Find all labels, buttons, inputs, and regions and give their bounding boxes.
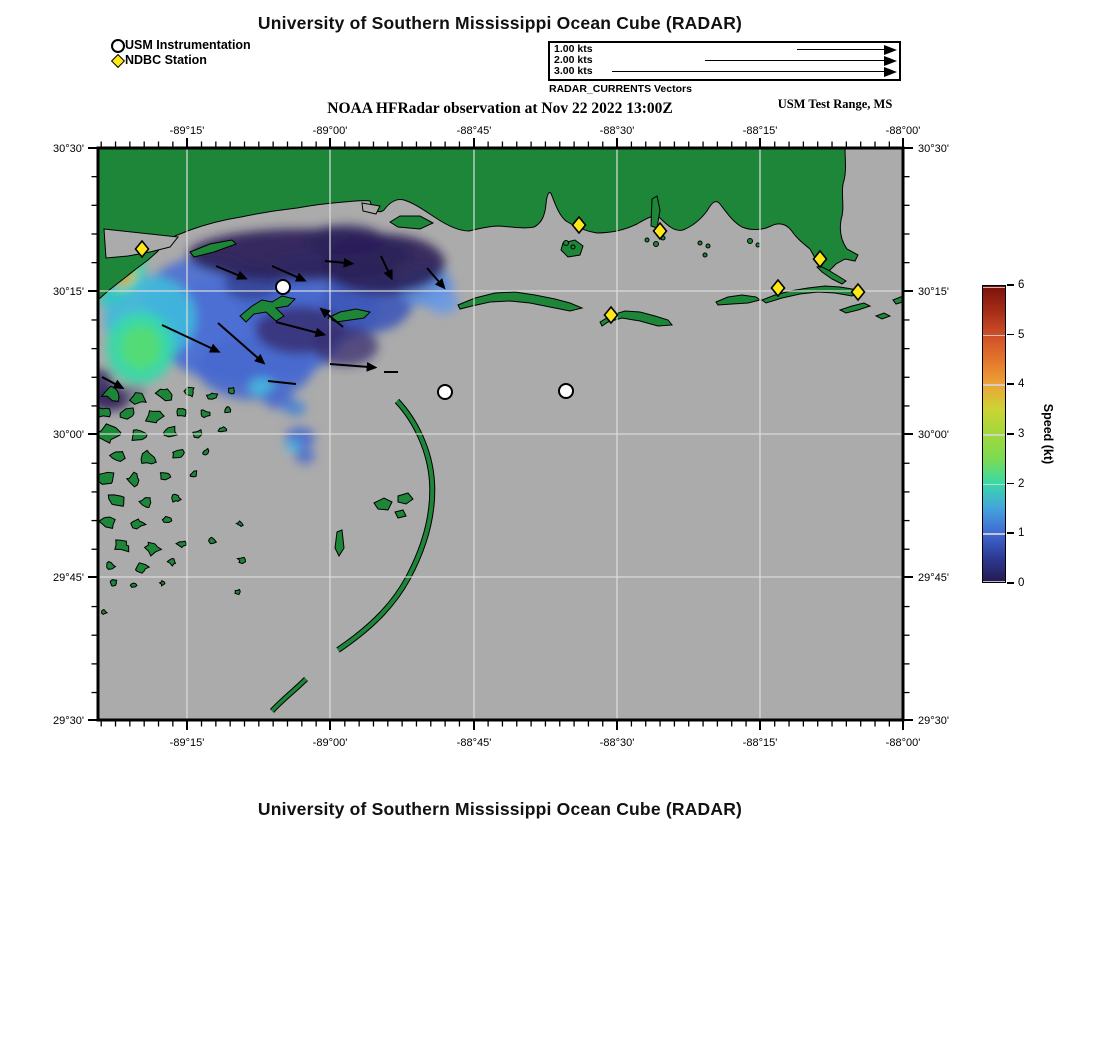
legend-label-usm: USM Instrumentation — [125, 37, 251, 52]
colorbar-tick — [1007, 483, 1014, 485]
colorbar-axis-label: Speed (kt) — [1041, 403, 1055, 465]
speed-blob — [284, 400, 306, 416]
lat-label-left: 30°00' — [53, 429, 84, 441]
colorbar-tick-label: 5 — [1018, 328, 1025, 341]
lon-label-top: -88°30' — [599, 125, 635, 137]
colorbar-tick — [1007, 582, 1014, 584]
colorbar-tick — [1007, 433, 1014, 435]
vector-scale-caption: RADAR_CURRENTS Vectors — [549, 83, 692, 95]
usm-instrumentation-marker — [276, 280, 290, 294]
lon-label-top: -89°00' — [312, 125, 348, 137]
vector-scale-row-label: 1.00 kts — [554, 43, 593, 55]
colorbar-tick — [1007, 383, 1014, 385]
speed-blob — [121, 325, 161, 369]
islet — [645, 238, 649, 242]
islet — [748, 239, 753, 244]
islet — [703, 253, 707, 257]
lon-label-top: -89°15' — [169, 125, 205, 137]
lon-label-top: -88°00' — [885, 125, 921, 137]
colorbar-tick-label: 1 — [1018, 527, 1025, 540]
legend-label-ndbc: NDBC Station — [125, 52, 207, 67]
colorbar-tick — [1007, 284, 1014, 286]
lat-label-right: 30°15' — [918, 286, 949, 298]
islet — [564, 241, 569, 246]
islet — [654, 242, 659, 247]
lat-label-left: 29°45' — [53, 572, 84, 584]
lat-label-left: 29°30' — [53, 715, 84, 727]
marsh-island — [177, 409, 186, 417]
lon-label-top: -88°15' — [742, 125, 778, 137]
colorbar-level-line — [983, 533, 1005, 535]
usm-instrumentation-marker — [559, 384, 573, 398]
colorbar-tick-label: 2 — [1018, 477, 1025, 490]
colorbar-tick — [1007, 532, 1014, 534]
lon-label-bottom: -89°15' — [169, 737, 205, 749]
islet — [706, 244, 710, 248]
lon-label-bottom: -88°45' — [456, 737, 492, 749]
range-label: USM Test Range, MS — [777, 97, 893, 111]
lon-label-bottom: -88°30' — [599, 737, 635, 749]
usm-instrumentation-marker — [438, 385, 452, 399]
lon-label-bottom: -88°15' — [742, 737, 778, 749]
lon-label-top: -88°45' — [456, 125, 492, 137]
lat-label-left: 30°30' — [53, 143, 84, 155]
colorbar — [982, 285, 1006, 583]
lat-label-left: 30°15' — [53, 286, 84, 298]
lat-label-right: 30°00' — [918, 429, 949, 441]
speed-blob — [88, 369, 112, 389]
islet — [571, 245, 575, 249]
colorbar-tick-label: 3 — [1018, 428, 1025, 440]
colorbar-level-line — [983, 581, 1005, 583]
colorbar-tick-label: 0 — [1018, 577, 1025, 589]
lon-label-bottom: -89°00' — [312, 737, 348, 749]
lat-label-right: 29°45' — [918, 572, 949, 584]
colorbar-level-line — [983, 434, 1005, 436]
colorbar-tick-label: 4 — [1018, 378, 1025, 391]
lat-label-right: 29°30' — [918, 715, 949, 727]
colorbar-tick — [1007, 334, 1014, 336]
colorbar-tick-label: 6 — [1018, 279, 1025, 291]
observation-subtitle: NOAA HFRadar observation at Nov 22 2022 13:00Z — [327, 100, 673, 117]
vector-scale-row-label: 3.00 kts — [554, 65, 593, 77]
vector-scale-row-label: 2.00 kts — [554, 54, 593, 66]
speed-blob — [427, 290, 459, 314]
colorbar-level-line — [983, 335, 1005, 337]
marsh-island — [98, 408, 111, 418]
speed-blob — [295, 448, 315, 464]
lat-label-right: 30°30' — [918, 143, 949, 155]
lon-label-bottom: -88°00' — [885, 737, 921, 749]
figure-title-bottom: University of Southern Mississippi Ocean Cube (RADAR) — [257, 799, 743, 819]
speed-blob — [305, 225, 385, 255]
colorbar-level-line — [983, 287, 1005, 289]
marsh-island — [110, 580, 117, 586]
colorbar-level-line — [983, 484, 1005, 486]
colorbar-level-line — [983, 384, 1005, 386]
marsh-island — [229, 388, 235, 394]
marsh-island — [235, 589, 240, 594]
islet — [698, 241, 702, 245]
marsh-island — [130, 583, 137, 587]
figure-title-top: University of Southern Mississippi Ocean Cube (RADAR) — [257, 13, 743, 33]
